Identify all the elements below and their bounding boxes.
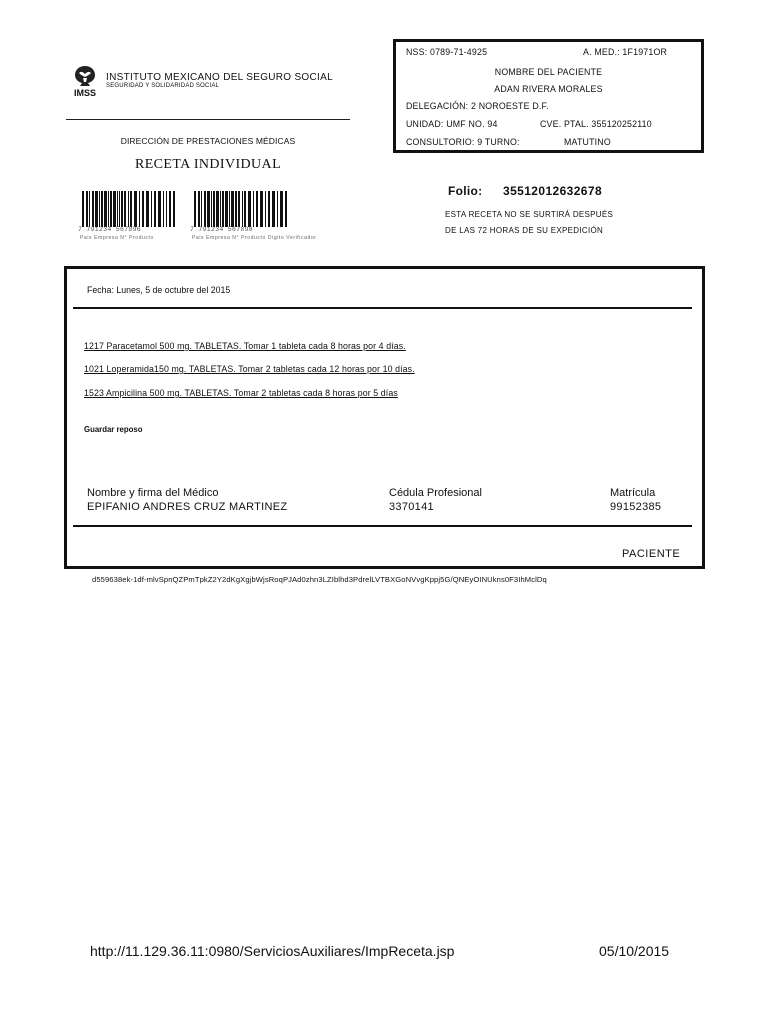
cve-ptal: CVE. PTAL. 355120252110 bbox=[540, 119, 652, 129]
cedula-value: 3370141 bbox=[389, 501, 434, 513]
barcode-bar bbox=[238, 191, 240, 227]
barcode-bar bbox=[119, 191, 120, 227]
barcode-bar bbox=[146, 191, 149, 227]
barcode-bar bbox=[173, 191, 175, 227]
medication-item-1: 1217 Paracetamol 500 mg. TABLETAS. Tomar 1 tableta cada 8 horas por 4 días. bbox=[84, 341, 406, 351]
turno: MATUTINO bbox=[564, 137, 611, 147]
barcode-bar bbox=[89, 191, 90, 227]
barcode-1-digits: 7 791234 567896 bbox=[78, 226, 142, 233]
barcode-bar bbox=[194, 191, 196, 227]
barcode-bar bbox=[124, 191, 126, 227]
footer-date: 05/10/2015 bbox=[599, 943, 670, 959]
consultorio: CONSULTORIO: 9 TURNO: bbox=[406, 137, 520, 147]
barcode-bar bbox=[280, 191, 283, 227]
medication-item-2: 1021 Loperamida150 mg. TABLETAS. Tomar 2 tabletas cada 12 horas por 10 días. bbox=[84, 364, 415, 374]
barcode-bar bbox=[207, 191, 210, 227]
prescription-box bbox=[64, 266, 705, 569]
doctor-label: Nombre y firma del Médico bbox=[87, 487, 219, 499]
barcode-2 bbox=[194, 191, 290, 227]
barcode-bar bbox=[108, 191, 109, 227]
barcode-bar bbox=[201, 191, 202, 227]
prescription-date: Fecha: Lunes, 5 de octubre del 2015 bbox=[87, 285, 231, 295]
barcode-bar bbox=[220, 191, 221, 227]
barcode-bar bbox=[225, 191, 228, 227]
warning-line-1: ESTA RECETA NO SE SURTIRÁ DESPUÉS bbox=[445, 210, 614, 219]
barcode-1-caption: Pais Empresa N° Producto bbox=[80, 235, 154, 241]
barcode-bar bbox=[213, 191, 215, 227]
direction-heading: DIRECCIÓN DE PRESTACIONES MÉDICAS bbox=[120, 136, 296, 146]
matricula-value: 99152385 bbox=[610, 501, 662, 513]
barcode-1 bbox=[82, 191, 178, 227]
barcode-bar bbox=[272, 191, 275, 227]
barcode-bar bbox=[163, 191, 164, 227]
barcode-bar bbox=[265, 191, 266, 227]
unidad: UNIDAD: UMF NO. 94 bbox=[406, 119, 498, 129]
barcode-bar bbox=[99, 191, 100, 227]
folio-value: 35512012632678 bbox=[503, 184, 603, 198]
folio-label: Folio: bbox=[448, 184, 483, 198]
barcode-2-caption: Pais Empresa N° Producto Digito Verificador bbox=[192, 235, 317, 241]
copy-label: PACIENTE bbox=[622, 548, 681, 560]
prescription-note: Guardar reposo bbox=[84, 425, 143, 434]
institute-name: INSTITUTO MEXICANO DEL SEGURO SOCIAL bbox=[106, 72, 333, 83]
barcode-bar bbox=[151, 191, 152, 227]
barcode-bar bbox=[169, 191, 171, 227]
medication-item-3: 1523 Ampicilina 500 mg. TABLETAS. Tomar 2 tabletas cada 8 horas por 5 días bbox=[84, 388, 398, 398]
date-divider bbox=[73, 307, 692, 309]
footer-url: http://11.129.36.11:0980/ServiciosAuxiliares/ImpReceta.jsp bbox=[90, 943, 455, 959]
barcode-bar bbox=[166, 191, 167, 227]
barcode-bar bbox=[130, 191, 132, 227]
barcode-bar bbox=[211, 191, 212, 227]
barcode-bar bbox=[110, 191, 112, 227]
barcode-bar bbox=[154, 191, 156, 227]
patient-info-box bbox=[393, 39, 704, 153]
document-title: RECETA INDIVIDUAL bbox=[134, 157, 282, 172]
barcode-bar bbox=[216, 191, 219, 227]
signature-divider bbox=[73, 525, 692, 527]
barcode-bar bbox=[204, 191, 206, 227]
matricula-label: Matrícula bbox=[610, 487, 656, 499]
barcode-bar bbox=[277, 191, 278, 227]
barcode-bar bbox=[229, 191, 230, 227]
barcode-bar bbox=[198, 191, 200, 227]
barcode-bar bbox=[285, 191, 287, 227]
barcode-bar bbox=[139, 191, 140, 227]
barcode-bar bbox=[121, 191, 123, 227]
barcode-bar bbox=[142, 191, 144, 227]
warning-line-2: DE LAS 72 HORAS DE SU EXPEDICIÓN bbox=[445, 226, 604, 235]
barcode-bar bbox=[86, 191, 88, 227]
barcode-bar bbox=[222, 191, 224, 227]
barcode-bar bbox=[117, 191, 118, 227]
barcode-bar bbox=[101, 191, 103, 227]
barcode-bar bbox=[231, 191, 234, 227]
barcode-bar bbox=[128, 191, 129, 227]
barcode-bar bbox=[268, 191, 270, 227]
patient-name: ADAN RIVERA MORALES bbox=[494, 84, 603, 94]
delegacion: DELEGACIÓN: 2 NOROESTE D.F. bbox=[406, 101, 549, 111]
barcode-bar bbox=[113, 191, 116, 227]
imss-eagle-logo-icon bbox=[70, 64, 100, 98]
barcode-bar bbox=[260, 191, 263, 227]
barcode-bar bbox=[235, 191, 237, 227]
barcode-bar bbox=[253, 191, 254, 227]
barcode-bar bbox=[158, 191, 161, 227]
barcode-bar bbox=[256, 191, 258, 227]
barcode-2-digits: 7 791234 567898 bbox=[190, 226, 254, 233]
institute-subtitle: SEGURIDAD Y SOLIDARIDAD SOCIAL bbox=[106, 83, 220, 89]
barcode-bar bbox=[134, 191, 137, 227]
barcode-bar bbox=[244, 191, 246, 227]
patient-name-label: NOMBRE DEL PACIENTE bbox=[494, 67, 603, 77]
cedula-label: Cédula Profesional bbox=[389, 487, 482, 499]
barcode-bar bbox=[248, 191, 251, 227]
barcode-bar bbox=[92, 191, 94, 227]
nss: NSS: 0789-71-4925 bbox=[406, 47, 488, 57]
barcode-bar bbox=[242, 191, 243, 227]
barcode-bar bbox=[95, 191, 98, 227]
barcode-bar bbox=[104, 191, 107, 227]
header-divider bbox=[66, 119, 350, 120]
doctor-name: EPIFANIO ANDRES CRUZ MARTINEZ bbox=[87, 501, 288, 513]
barcode-bar bbox=[82, 191, 84, 227]
imss-logo-text: IMSS bbox=[73, 88, 97, 98]
verification-hash: d559638ek-1df-mlvSpnQZPmTpkZ2Y2dKgXgjbWjsRoqPJAd0zhn3LZIblhd3PdrelLVTBXGoNVvgKppj5G/QNEyOINUkns0F3IhMclDq bbox=[92, 575, 547, 584]
a-med: A. MED.: 1F1971OR bbox=[583, 47, 668, 57]
